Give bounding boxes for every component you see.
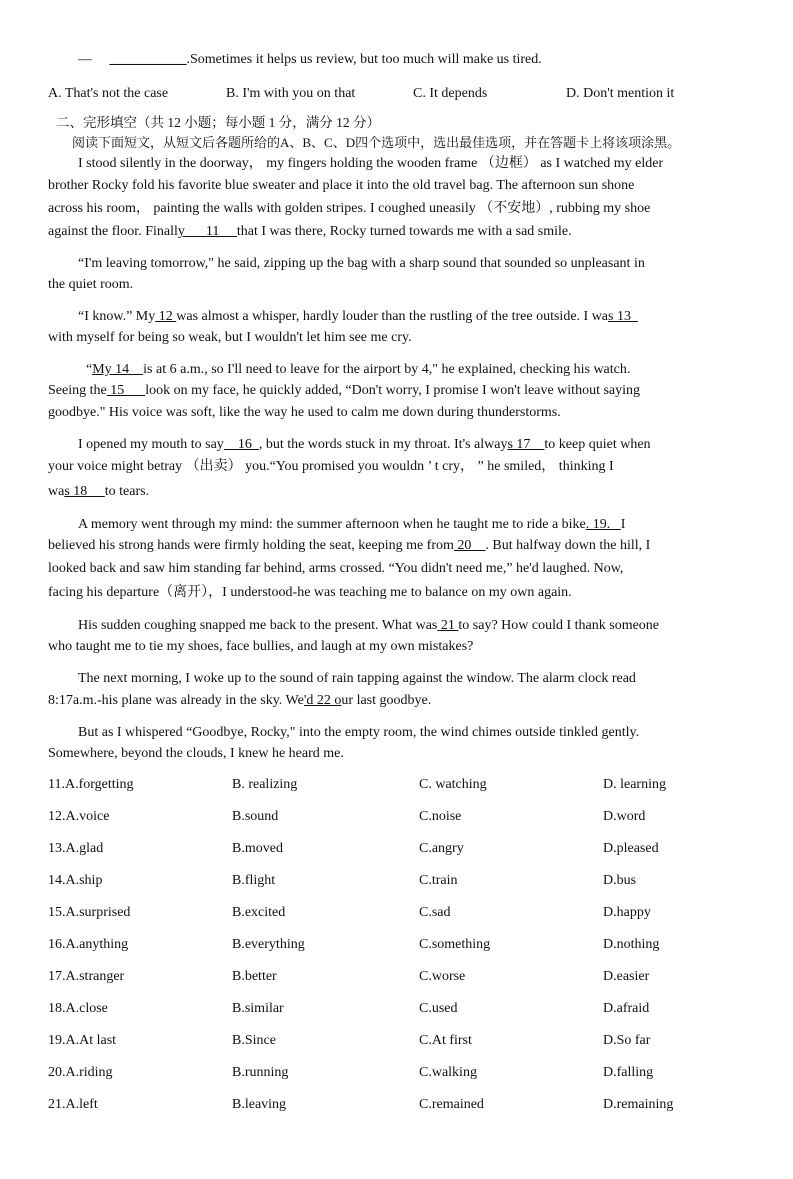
- text-span: . But halfway down the hill, I: [485, 538, 651, 553]
- question-option-b: B.moved: [232, 841, 283, 856]
- blank-15: 15: [106, 383, 146, 398]
- question-option-b: B.everything: [232, 937, 305, 952]
- blank-12: 12: [155, 309, 177, 324]
- passage-line: [48, 481, 748, 502]
- text-span: to say? How could I thank someone: [458, 618, 660, 633]
- passage-line: with myself for being so weak, but I wouldn't let him see me cry.: [48, 330, 412, 345]
- passage-line: Somewhere, beyond the clouds, I knew he heard me.: [48, 746, 344, 761]
- question-option-b: B.running: [232, 1065, 289, 1080]
- passage-line: The next morning, I woke up to the sound of rain tapping against the window. The alarm clock read: [78, 671, 636, 686]
- passage-line: [86, 359, 786, 380]
- question-option-a: 13.A.glad: [48, 841, 104, 856]
- question-option-c: C.train: [419, 873, 458, 888]
- blank-18: s 18: [64, 484, 105, 499]
- question-option-c: C.noise: [419, 809, 462, 824]
- text-span: 8:17a.m.-his plane was already in the sky. We: [48, 693, 304, 708]
- text-span: to tears.: [104, 484, 150, 499]
- question-option-c: C.At first: [419, 1033, 472, 1048]
- text-span: Seeing the: [48, 383, 107, 398]
- passage-line: [78, 434, 778, 455]
- question-option-b: B.Since: [232, 1033, 276, 1048]
- blank-14: My 14: [92, 362, 144, 377]
- question-option-d: D.afraid: [603, 1001, 650, 1016]
- passage-line: facing his departure（离开），I understood-he was teaching me to balance on my own again.: [48, 585, 572, 600]
- question-option-a: 14.A.ship: [48, 873, 103, 888]
- passage-line: your voice might betray （出卖） you.“You promised you wouldn ’ t cry， ” he smiled， thinking I: [48, 459, 614, 474]
- text-span: to keep quiet when: [544, 437, 651, 452]
- option-b: B. I'm with you on that: [226, 86, 356, 101]
- blank-19: . 19.: [585, 517, 621, 532]
- blank-21: 21: [437, 618, 459, 633]
- question-option-d: D.So far: [603, 1033, 651, 1048]
- blank-13: s 13: [608, 309, 638, 324]
- question-option-a: 18.A.close: [48, 1001, 108, 1016]
- text-span: , but the words stuck in my throat. It's alway: [258, 437, 508, 452]
- blank-20: 20: [453, 538, 486, 553]
- option-a: A. That's not the case: [48, 86, 169, 101]
- passage-line: [48, 380, 748, 401]
- text-span: believed his strong hands were firmly holding the seat, keeping me from: [48, 538, 454, 553]
- text-span: ur last goodbye.: [341, 693, 432, 708]
- passage-line: [78, 514, 778, 535]
- text-span: look on my face, he quickly added, “Don't worry, I promise I won't leave without saying: [145, 383, 641, 398]
- text-span: “I know.” My: [78, 309, 156, 324]
- passage-line: [48, 535, 748, 556]
- question-option-c: C.sad: [419, 905, 451, 920]
- question-option-b: B.better: [232, 969, 277, 984]
- text-span: His sudden coughing snapped me back to the present. What was: [78, 618, 438, 633]
- question-option-d: D.pleased: [603, 841, 659, 856]
- question-option-b: B.sound: [232, 809, 279, 824]
- question-option-d: D.easier: [603, 969, 650, 984]
- passage-line: the quiet room.: [48, 277, 134, 292]
- question-option-a: 19.A.At last: [48, 1033, 117, 1048]
- question-option-a: 12.A.voice: [48, 809, 110, 824]
- passage-line: who taught me to tie my shoes, face bullies, and laugh at my own mistakes?: [48, 639, 474, 654]
- question-option-b: B. realizing: [232, 777, 298, 792]
- option-d: D. Don't mention it: [566, 86, 675, 101]
- passage-line: [48, 221, 748, 242]
- question-option-c: C.something: [419, 937, 491, 952]
- passage-line: I stood silently in the doorway， my fingers holding the wooden frame （边框） as I watched my elder: [78, 156, 664, 171]
- question-option-c: C.worse: [419, 969, 466, 984]
- passage-line: brother Rocky fold his favorite blue sweater and place it into the old travel bag. The afternoon sun shone: [48, 178, 635, 193]
- passage-line: [78, 306, 778, 327]
- text-span: is at 6 a.m., so I'll need to leave for the airport by 4," he explained, checking his watch.: [143, 362, 631, 377]
- text-span: “: [86, 362, 93, 377]
- text-span: I opened my mouth to say: [78, 437, 224, 452]
- blank-17: s 17: [507, 437, 545, 452]
- question-option-c: C. watching: [419, 777, 487, 792]
- blank-16: 16: [223, 437, 259, 452]
- passage-line: “I'm leaving tomorrow," he said, zipping up the bag with a sharp sound that sounded so unpleasant in: [78, 256, 645, 271]
- section-heading: 二、完形填空（共 12 小题；每小题 1 分，满分 12 分）: [56, 115, 380, 130]
- text-span: that I was there, Rocky turned towards me with a sad smile.: [236, 224, 572, 239]
- question-option-c: C.angry: [419, 841, 464, 856]
- passage-line: [78, 615, 778, 636]
- question-option-d: D.word: [603, 809, 646, 824]
- question-option-b: B.similar: [232, 1001, 284, 1016]
- text-span: A memory went through my mind: the summer afternoon when he taught me to ride a bike: [78, 517, 586, 532]
- question-option-a: 11.A.forgetting: [48, 777, 134, 792]
- option-c: C. It depends: [413, 86, 488, 101]
- dash: —: [78, 52, 92, 67]
- answer-blank: ___________: [109, 52, 187, 67]
- question-option-c: C.walking: [419, 1065, 477, 1080]
- question-option-a: 20.A.riding: [48, 1065, 113, 1080]
- question-option-a: 21.A.left: [48, 1097, 98, 1112]
- question-option-a: 16.A.anything: [48, 937, 129, 952]
- question-option-b: B.excited: [232, 905, 286, 920]
- text-span: against the floor. Finall: [48, 224, 178, 239]
- text-span: I: [620, 517, 626, 532]
- question-stem: [78, 49, 778, 70]
- section-instruction: 阅读下面短文，从短文后各题所给的A、B、C、D四个选项中，选出最佳选项，并在答题卡上将该项涂黑。: [72, 135, 681, 150]
- question-option-d: D. learning: [603, 777, 666, 792]
- question-option-b: B.flight: [232, 873, 276, 888]
- question-option-c: C.remained: [419, 1097, 484, 1112]
- question-option-d: D.remaining: [603, 1097, 674, 1112]
- blank-11: y 11: [177, 224, 237, 239]
- question-option-d: D.falling: [603, 1065, 654, 1080]
- passage-line: [48, 690, 748, 711]
- text-span: was almost a whisper, hardly louder than the rustling of the tree outside. I wa: [176, 309, 609, 324]
- question-option-a: 15.A.surprised: [48, 905, 131, 920]
- question-option-a: 17.A.stranger: [48, 969, 125, 984]
- blank-22: 'd 22 o: [303, 693, 342, 708]
- passage-line: But as I whispered “Goodbye, Rocky," into the empty room, the wind chimes outside tinkled gently.: [78, 725, 640, 740]
- question-option-d: D.bus: [603, 873, 637, 888]
- question-option-d: D.happy: [603, 905, 651, 920]
- question-option-d: D.nothing: [603, 937, 660, 952]
- text-span: wa: [48, 484, 65, 499]
- passage-line: looked back and saw him standing far behind, arms crossed. “You didn't need me,” he'd laughed. Now,: [48, 561, 624, 576]
- question-text: .Sometimes it helps us review, but too much will make us tired.: [186, 52, 542, 67]
- passage-line: across his room， painting the walls with golden stripes. I coughed uneasily （不安地）, rubbing my shoe: [48, 201, 651, 216]
- question-option-b: B.leaving: [232, 1097, 287, 1112]
- question-option-c: C.used: [419, 1001, 458, 1016]
- passage-line: goodbye." His voice was soft, like the way he used to calm me down during thunderstorms.: [48, 405, 561, 420]
